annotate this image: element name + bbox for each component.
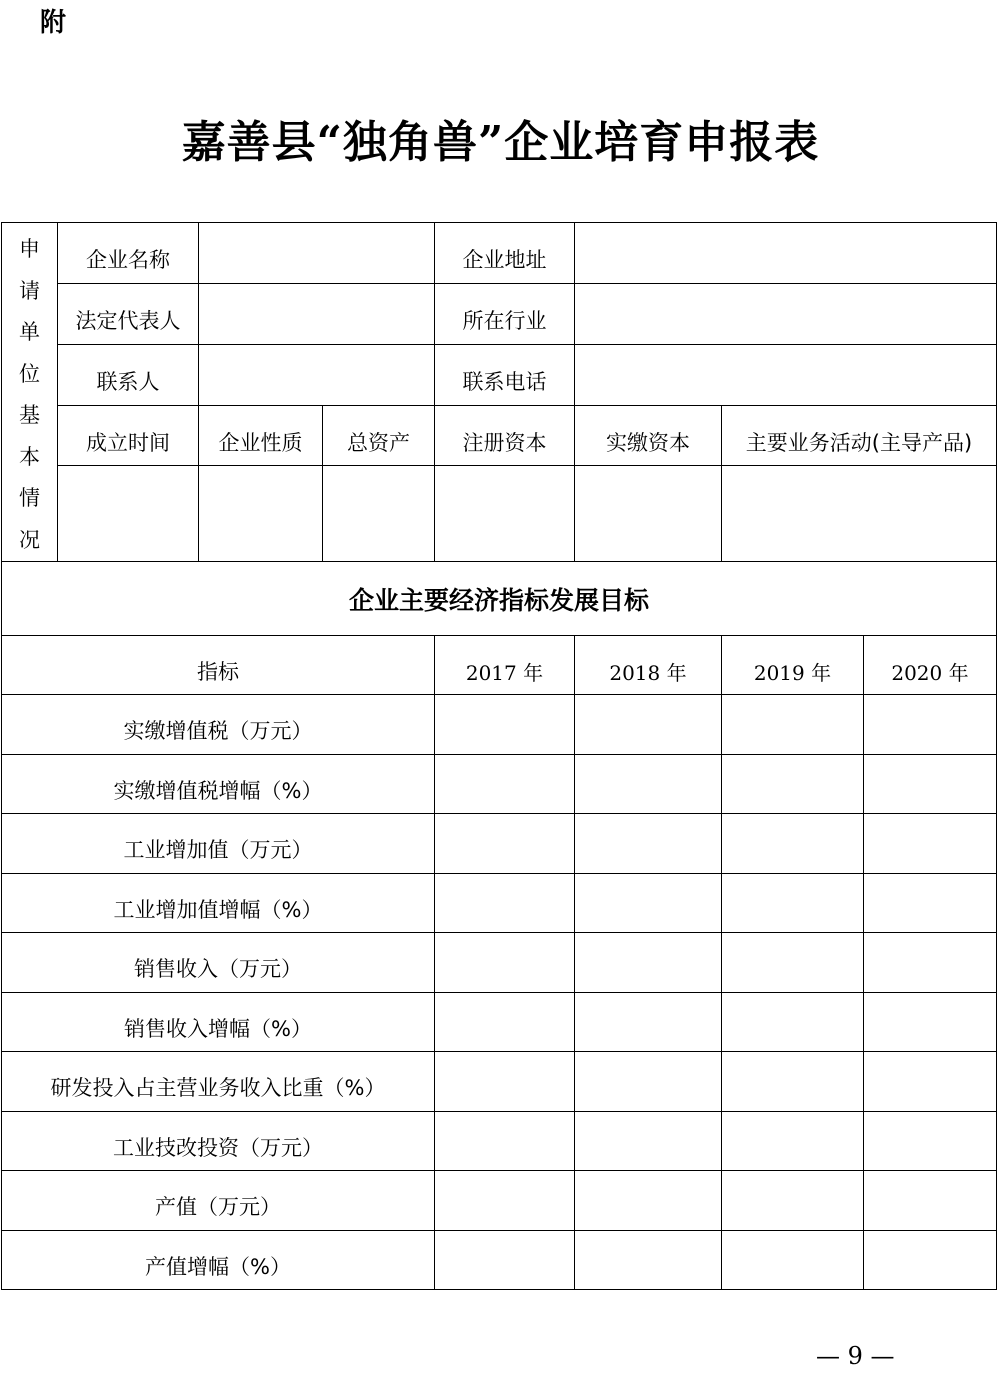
paid-in-capital-header: 实缴资本 (575, 406, 722, 466)
side-label-char: 单 (19, 320, 40, 344)
indicator-label: 产值（万元） (2, 1171, 435, 1231)
founded-time-field[interactable] (58, 466, 199, 562)
indicator-value-cell[interactable] (722, 933, 864, 993)
indicator-row (2, 933, 997, 993)
year-2020-header: 2020 年 (864, 636, 997, 695)
company-address-label: 企业地址 (435, 223, 575, 284)
indicator-value-cell[interactable] (864, 1230, 997, 1290)
indicator-value-cell[interactable] (575, 1171, 722, 1231)
page-number: — 9 — (816, 1342, 895, 1370)
contact-field[interactable] (199, 345, 435, 406)
indicator-value-cell[interactable] (864, 814, 997, 874)
indicator-value-cell[interactable] (435, 933, 575, 993)
registered-capital-field[interactable] (435, 466, 575, 562)
side-label-char: 情 (19, 486, 40, 510)
indicator-row (2, 814, 997, 874)
indicator-row (2, 754, 997, 814)
form-title: 嘉善县“独角兽”企业培育申报表 (181, 117, 820, 168)
indicator-value-cell[interactable] (722, 1171, 864, 1231)
indicator-value-cell[interactable] (575, 1111, 722, 1171)
indicator-row (2, 1111, 997, 1171)
indicator-value-cell[interactable] (722, 814, 864, 874)
side-label-char: 基 (19, 403, 40, 427)
indicator-value-cell[interactable] (864, 873, 997, 933)
indicator-rows (2, 695, 997, 1290)
indicator-value-cell[interactable] (722, 695, 864, 755)
indicator-row (2, 695, 997, 755)
legal-rep-label: 法定代表人 (58, 284, 199, 345)
indicator-value-cell[interactable] (575, 754, 722, 814)
indicator-value-cell[interactable] (722, 1052, 864, 1112)
indicator-label: 研发投入占主营业务收入比重（%） (2, 1052, 435, 1112)
indicator-value-cell[interactable] (722, 1230, 864, 1290)
total-assets-field[interactable] (323, 466, 435, 562)
indicator-value-cell[interactable] (575, 1052, 722, 1112)
side-label-char: 本 (19, 444, 40, 469)
application-form-table (1, 222, 997, 1290)
company-name-field[interactable] (199, 223, 435, 284)
basic-info-side-label (2, 223, 58, 562)
indicator-value-cell[interactable] (435, 1111, 575, 1171)
year-2019-header: 2019 年 (722, 636, 864, 695)
indicator-value-cell[interactable] (435, 695, 575, 755)
contact-label: 联系人 (58, 345, 199, 406)
indicator-label: 销售收入（万元） (2, 933, 435, 993)
indicator-value-cell[interactable] (722, 1111, 864, 1171)
legal-rep-field[interactable] (199, 284, 435, 345)
indicator-header: 指标 (2, 636, 435, 695)
indicator-value-cell[interactable] (864, 1111, 997, 1171)
indicator-label: 工业技改投资（万元） (2, 1111, 435, 1171)
year-2018-header: 2018 年 (575, 636, 722, 695)
indicator-row (2, 1230, 997, 1290)
total-assets-header: 总资产 (323, 406, 435, 466)
indicator-value-cell[interactable] (435, 814, 575, 874)
phone-field[interactable] (575, 345, 997, 406)
indicator-value-cell[interactable] (722, 873, 864, 933)
side-label-char: 请 (19, 278, 40, 303)
indicator-value-cell[interactable] (575, 992, 722, 1052)
main-business-field[interactable] (722, 466, 997, 562)
indicator-value-cell[interactable] (864, 1171, 997, 1231)
indicator-value-cell[interactable] (435, 754, 575, 814)
registered-capital-header: 注册资本 (435, 406, 575, 466)
indicator-label: 实缴增值税（万元） (2, 695, 435, 755)
indicator-value-cell[interactable] (435, 873, 575, 933)
side-label-char: 位 (19, 361, 40, 386)
indicator-row (2, 992, 997, 1052)
attachment-label: 附 (40, 8, 67, 38)
indicator-value-cell[interactable] (722, 992, 864, 1052)
indicator-label: 工业增加值增幅（%） (2, 873, 435, 933)
indicator-value-cell[interactable] (575, 695, 722, 755)
indicator-value-cell[interactable] (864, 933, 997, 993)
indicator-value-cell[interactable] (864, 754, 997, 814)
indicator-label: 销售收入增幅（%） (2, 992, 435, 1052)
company-name-label: 企业名称 (58, 223, 199, 284)
company-type-field[interactable] (199, 466, 323, 562)
indicator-value-cell[interactable] (575, 814, 722, 874)
indicator-value-cell[interactable] (435, 992, 575, 1052)
indicator-value-cell[interactable] (722, 754, 864, 814)
indicator-value-cell[interactable] (575, 1230, 722, 1290)
phone-label: 联系电话 (435, 345, 575, 406)
company-type-header: 企业性质 (199, 406, 323, 466)
indicator-value-cell[interactable] (435, 1052, 575, 1112)
indicator-value-cell[interactable] (864, 1052, 997, 1112)
indicator-value-cell[interactable] (435, 1230, 575, 1290)
indicator-row (2, 873, 997, 933)
indicator-label: 实缴增值税增幅（%） (2, 754, 435, 814)
year-2017-header: 2017 年 (435, 636, 575, 695)
indicator-row (2, 1171, 997, 1231)
indicator-value-cell[interactable] (575, 873, 722, 933)
indicator-label: 产值增幅（%） (2, 1230, 435, 1290)
targets-section-title: 企业主要经济指标发展目标 (2, 562, 997, 636)
company-address-field[interactable] (575, 223, 997, 284)
indicator-row (2, 1052, 997, 1112)
indicator-value-cell[interactable] (435, 1171, 575, 1231)
indicator-value-cell[interactable] (864, 695, 997, 755)
indicator-label: 工业增加值（万元） (2, 814, 435, 874)
industry-label: 所在行业 (435, 284, 575, 345)
main-business-header: 主要业务活动(主导产品) (722, 406, 997, 466)
industry-field[interactable] (575, 284, 997, 345)
paid-in-capital-field[interactable] (575, 466, 722, 562)
side-label-char: 况 (19, 527, 40, 552)
founded-time-header: 成立时间 (58, 406, 199, 466)
indicator-value-cell[interactable] (575, 933, 722, 993)
side-label-char: 申 (19, 237, 40, 261)
indicator-value-cell[interactable] (864, 992, 997, 1052)
